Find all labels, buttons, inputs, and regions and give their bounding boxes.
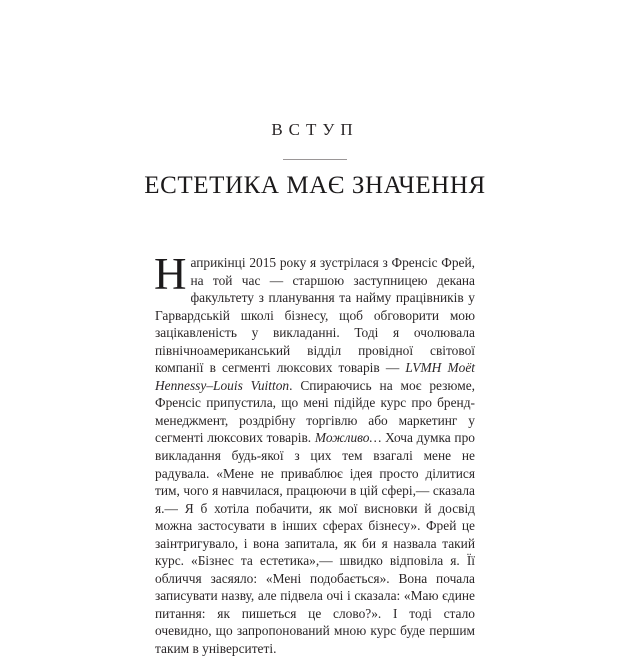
body-text bbox=[154, 249, 476, 658]
text-segment: Хоча думка про викладання будь-якої з цих тем взагалі мене не радувала. «Мене не приваблює ідея просто ділитися тим, чого я навчилася, працюючи в цій сфері,— сказала я.— Я б хотіла побачити, як мої висновки й досвід можна застосувати в інших сферах бізнесу». Фрей це заінтригувало, і вона запитала, як би я назвала такий курс. «Бізнес та естетика»,— швидко відповіла я. Її обличчя засяяло: «Мені подобається». Вона почала записувати назву, але підвела очі і сказала: «Маю єдине питання: як пишеться це слово?». І тоді стало очевидно, що запропонований мною курс буде першим таким в університеті. bbox=[155, 430, 475, 657]
paragraph bbox=[154, 249, 476, 658]
text-segment: . Спираючись на моє резюме, Френсіс припустила, що мені підійде курс про бренд-менеджмент, роздрібну торгівлю або маркетинг у сегменті люксових товарів. bbox=[155, 377, 476, 446]
section-label: ВСТУП bbox=[271, 120, 359, 139]
text-segment: априкінці 2015 року я зустрілася з Френсіс Фрей, на той час — старшою заступницею декана факультету з планування та найму працівників у Гарвардській школі бізнесу, щоб обговорити мою зацікавленість у викладанні. Тоді я очолювала північноамериканський відділ провідної світової компанії в сегменті люксових товарів — bbox=[155, 255, 475, 376]
italic-word: Можливо… bbox=[314, 430, 382, 446]
drop-cap: Н bbox=[154, 249, 187, 299]
chapter-title: ЕСТЕТИКА МАЄ ЗНАЧЕННЯ bbox=[144, 172, 486, 199]
title-divider bbox=[283, 159, 347, 160]
italic-brand-name: LVMH Moët Hennessy–Louis Vuitton bbox=[155, 360, 475, 393]
